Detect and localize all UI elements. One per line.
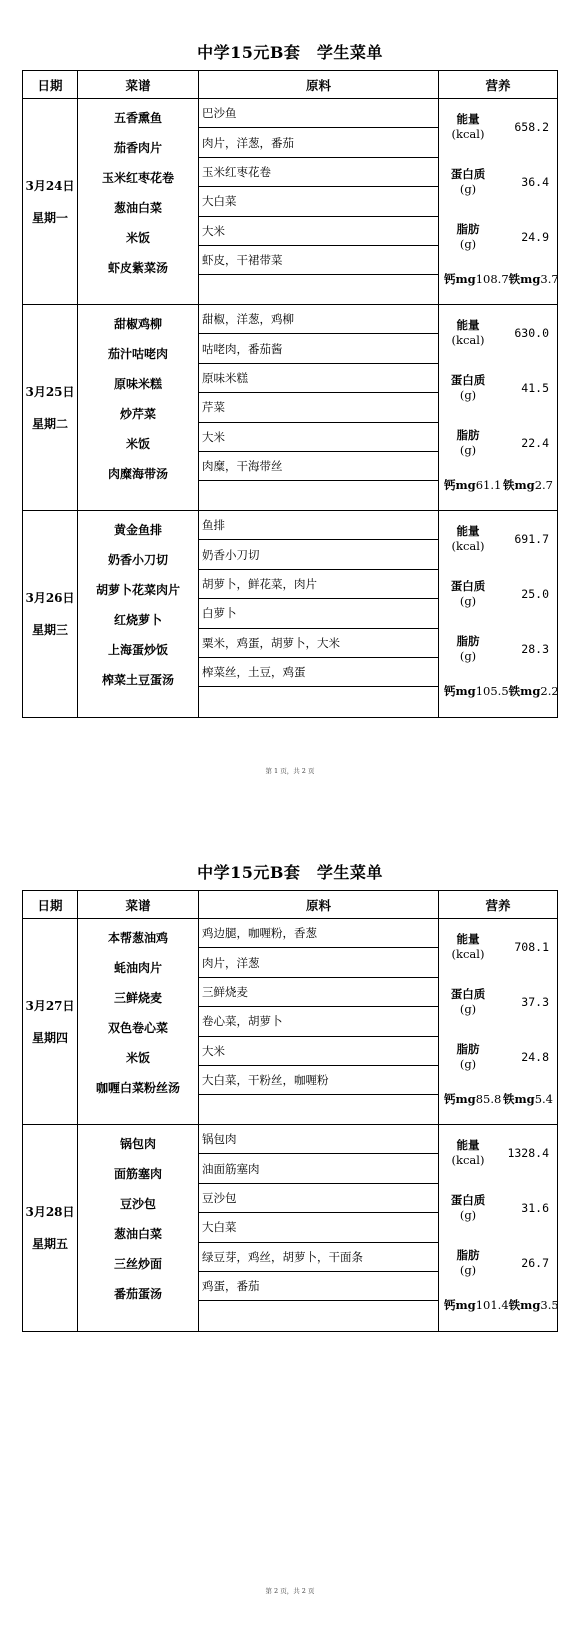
ingredient-line: 巴沙鱼 — [199, 99, 438, 128]
page-title: 中学15元B套 学生菜单 — [197, 863, 383, 882]
nutrition-row-energy — [439, 99, 557, 154]
ingredient-line: 肉片，洋葱 — [199, 948, 438, 977]
nutrition-unit: (g) — [459, 648, 477, 663]
dish-list — [78, 1125, 199, 1331]
ingredient-line: 大米 — [199, 217, 438, 246]
ingredient-line: 芹菜 — [199, 393, 438, 422]
day-block — [23, 511, 557, 717]
nutrition-label: 蛋白质 — [450, 1192, 486, 1207]
mineral-row — [439, 1290, 557, 1320]
iron-label: 铁mg — [508, 272, 541, 286]
dish-name: 上海蛋炒饭 — [107, 642, 168, 657]
ingredient-line: 奶香小刀切 — [199, 540, 438, 569]
calcium-value: 61.1 — [475, 478, 502, 492]
header-nutrition: 营养 — [485, 77, 511, 93]
dish-list — [78, 99, 199, 304]
ingredient-line: 榨菜丝，土豆，鸡蛋 — [199, 658, 438, 687]
menu-page-2 — [0, 820, 580, 1640]
nutrition-row-fat — [439, 209, 557, 264]
ingredient-line — [199, 687, 438, 716]
nutrition-cell — [439, 511, 557, 717]
ingredient-line — [199, 275, 438, 304]
day-block — [23, 305, 557, 511]
dish-name: 五香熏鱼 — [113, 110, 162, 125]
dish-name: 三丝炒面 — [113, 1256, 162, 1271]
nutrition-unit: (kcal) — [451, 126, 485, 141]
ingredient-line: 鸡蛋，番茄 — [199, 1272, 438, 1301]
day-weekday: 星期二 — [31, 416, 68, 431]
ingredient-line: 胡萝卜，鲜花菜，肉片 — [199, 570, 438, 599]
calcium-label: 钙mg — [444, 478, 476, 492]
iron-value: 5.4 — [534, 1092, 553, 1106]
dish-name: 面筋塞肉 — [113, 1166, 162, 1181]
ingredient-line: 虾皮，干裙带菜 — [199, 246, 438, 275]
day-block — [23, 1125, 557, 1331]
nutrition-row-energy — [439, 1125, 557, 1180]
dish-name: 炒芹菜 — [119, 406, 156, 421]
nutrition-cell — [439, 1125, 557, 1331]
ingredient-line: 肉片，洋葱，番茄 — [199, 128, 438, 157]
calcium-value: 105.5 — [475, 684, 509, 698]
nutrition-value-energy: 691.7 — [514, 531, 549, 546]
ingredient-line: 甜椒，洋葱，鸡柳 — [199, 305, 438, 334]
nutrition-value-protein: 41.5 — [521, 380, 549, 395]
day-date: 3月24日 — [25, 178, 75, 193]
nutrition-row-protein — [439, 154, 557, 209]
nutrition-row-fat — [439, 1235, 557, 1290]
ingredient-list — [199, 1125, 439, 1331]
header-menu: 菜谱 — [78, 891, 199, 918]
nutrition-value-fat: 22.4 — [521, 435, 549, 450]
dish-name: 米饭 — [125, 230, 150, 245]
ingredient-list — [199, 919, 439, 1124]
nutrition-label: 脂肪 — [456, 1041, 480, 1056]
dish-name: 茄香肉片 — [113, 140, 162, 155]
mineral-row — [439, 676, 557, 706]
dish-name: 黄金鱼排 — [113, 522, 162, 537]
mineral-row — [439, 470, 557, 500]
nutrition-label: 能量 — [456, 111, 480, 126]
nutrition-unit: (kcal) — [451, 946, 485, 961]
ingredient-line: 大米 — [199, 423, 438, 452]
dish-name: 双色卷心菜 — [107, 1020, 168, 1035]
mineral-row — [439, 1084, 557, 1114]
dish-name: 胡萝卜花菜肉片 — [95, 582, 180, 597]
nutrition-row-fat — [439, 621, 557, 676]
ingredient-line: 大白菜 — [199, 1213, 438, 1242]
ingredient-line: 原味米糕 — [199, 364, 438, 393]
ingredient-line — [199, 1301, 438, 1330]
ingredient-line: 三鲜烧麦 — [199, 978, 438, 1007]
nutrition-value-energy: 708.1 — [514, 939, 549, 954]
page-footer: 第 1 页，共 2 页 — [265, 767, 315, 775]
nutrition-label: 蛋白质 — [450, 578, 486, 593]
nutrition-cell — [439, 99, 557, 304]
page-title: 中学15元B套 学生菜单 — [197, 43, 383, 62]
nutrition-row-protein — [439, 566, 557, 621]
dish-name: 咖喱白菜粉丝汤 — [95, 1080, 180, 1095]
dish-name: 玉米红枣花卷 — [101, 170, 174, 185]
dish-name: 葱油白菜 — [113, 200, 162, 215]
header-date: 日期 — [23, 891, 78, 918]
table-header — [23, 891, 557, 919]
nutrition-label: 能量 — [456, 1137, 480, 1152]
nutrition-label: 蛋白质 — [450, 166, 486, 181]
nutrition-cell — [439, 305, 557, 510]
nutrition-row-fat — [439, 1029, 557, 1084]
day-date-cell — [23, 99, 78, 304]
nutrition-label: 脂肪 — [456, 633, 480, 648]
ingredient-line: 白萝卜 — [199, 599, 438, 628]
header-nutrition: 营养 — [485, 897, 511, 913]
iron-value: 3.7 — [540, 272, 559, 286]
nutrition-unit: (g) — [459, 442, 477, 457]
dish-name: 番茄蛋汤 — [113, 1286, 162, 1301]
day-date: 3月26日 — [25, 591, 75, 605]
day-date: 3月25日 — [25, 384, 75, 399]
nutrition-value-energy: 1328.4 — [507, 1145, 549, 1160]
dish-list — [78, 511, 199, 717]
day-weekday: 星期一 — [31, 210, 68, 225]
dish-name: 甜椒鸡柳 — [113, 316, 162, 331]
header-date: 日期 — [23, 71, 78, 98]
iron-label: 铁mg — [502, 1092, 535, 1106]
ingredient-list — [199, 99, 439, 304]
nutrition-value-protein: 25.0 — [521, 586, 549, 601]
mineral-row — [439, 264, 557, 294]
dish-name: 榨菜土豆蛋汤 — [101, 672, 174, 687]
nutrition-unit: (kcal) — [451, 332, 485, 347]
nutrition-label: 蛋白质 — [450, 372, 486, 387]
dish-name: 豆沙包 — [119, 1196, 156, 1211]
ingredient-line: 肉糜，干海带丝 — [199, 452, 438, 481]
nutrition-value-protein: 31.6 — [521, 1200, 549, 1215]
nutrition-row-energy — [439, 305, 557, 360]
dish-list — [78, 305, 199, 510]
page-footer: 第 2 页，共 2 页 — [265, 1587, 315, 1595]
calcium-label: 钙mg — [444, 1092, 476, 1106]
ingredient-line: 油面筋塞肉 — [199, 1154, 438, 1183]
nutrition-label: 脂肪 — [456, 1247, 480, 1262]
nutrition-unit: (g) — [459, 593, 477, 608]
header-ingredients: 原料 — [199, 71, 439, 98]
ingredient-line: 豆沙包 — [199, 1184, 438, 1213]
nutrition-label: 脂肪 — [456, 427, 480, 442]
nutrition-cell — [439, 919, 557, 1124]
nutrition-label: 能量 — [456, 523, 480, 538]
calcium-label: 钙mg — [444, 272, 476, 286]
day-weekday: 星期四 — [31, 1030, 68, 1045]
nutrition-unit: (g) — [459, 1207, 477, 1222]
day-date: 3月27日 — [25, 998, 75, 1013]
dish-name: 奶香小刀切 — [107, 552, 168, 567]
ingredient-line: 粟米，鸡蛋，胡萝卜，大米 — [199, 629, 438, 658]
dish-name: 原味米糕 — [113, 376, 162, 391]
nutrition-unit: (kcal) — [451, 1152, 485, 1167]
iron-label: 铁mg — [508, 684, 541, 698]
day-weekday: 星期五 — [31, 1237, 68, 1251]
dish-name: 本帮葱油鸡 — [107, 930, 168, 945]
ingredient-line: 咕咾肉，番茄酱 — [199, 334, 438, 363]
ingredient-line: 大米 — [199, 1037, 438, 1066]
ingredient-line: 玉米红枣花卷 — [199, 158, 438, 187]
nutrition-row-protein — [439, 974, 557, 1029]
ingredient-list — [199, 511, 439, 717]
nutrition-unit: (g) — [459, 1056, 477, 1071]
dish-name: 米饭 — [125, 1050, 150, 1065]
iron-label: 铁mg — [502, 478, 535, 492]
header-ingredients: 原料 — [199, 891, 439, 918]
day-block — [23, 99, 557, 305]
nutrition-value-fat: 26.7 — [521, 1255, 549, 1270]
ingredient-line — [199, 481, 438, 510]
nutrition-row-energy — [439, 919, 557, 974]
ingredient-list — [199, 305, 439, 510]
nutrition-label: 能量 — [456, 931, 480, 946]
nutrition-row-energy — [439, 511, 557, 566]
nutrition-row-protein — [439, 360, 557, 415]
nutrition-value-fat: 28.3 — [521, 641, 549, 656]
nutrition-unit: (g) — [459, 236, 477, 251]
nutrition-unit: (g) — [459, 181, 477, 196]
dish-name: 锅包肉 — [119, 1136, 156, 1151]
nutrition-value-fat: 24.8 — [521, 1049, 549, 1064]
iron-value: 2.2 — [540, 684, 559, 698]
nutrition-label: 脂肪 — [456, 221, 480, 236]
day-block — [23, 919, 557, 1125]
calcium-label: 钙mg — [444, 1298, 476, 1312]
calcium-label: 钙mg — [444, 684, 476, 698]
nutrition-unit: (g) — [459, 1001, 477, 1016]
ingredient-line: 大白菜，干粉丝，咖喱粉 — [199, 1066, 438, 1095]
table-header — [23, 71, 557, 99]
nutrition-value-protein: 37.3 — [521, 994, 549, 1009]
menu-table — [22, 70, 558, 718]
header-menu: 菜谱 — [78, 71, 199, 98]
iron-label: 铁mg — [508, 1298, 541, 1312]
nutrition-value-fat: 24.9 — [521, 229, 549, 244]
dish-name: 米饭 — [125, 436, 150, 451]
nutrition-unit: (g) — [459, 387, 477, 402]
iron-value: 2.7 — [534, 478, 553, 492]
nutrition-value-energy: 658.2 — [514, 119, 549, 134]
dish-name: 肉糜海带汤 — [107, 466, 168, 481]
dish-name: 葱油白菜 — [113, 1226, 162, 1241]
ingredient-line: 鱼排 — [199, 511, 438, 540]
calcium-value: 85.8 — [475, 1092, 502, 1106]
nutrition-value-protein: 36.4 — [521, 174, 549, 189]
ingredient-line — [199, 1095, 438, 1124]
menu-table — [22, 890, 558, 1332]
ingredient-line: 大白菜 — [199, 187, 438, 216]
iron-value: 3.5 — [540, 1298, 559, 1312]
ingredient-line: 绿豆芽，鸡丝，胡萝卜，干面条 — [199, 1243, 438, 1272]
dish-list — [78, 919, 199, 1124]
day-date-cell — [23, 305, 78, 510]
ingredient-line: 卷心菜，胡萝卜 — [199, 1007, 438, 1036]
dish-name: 红烧萝卜 — [113, 612, 162, 627]
nutrition-label: 能量 — [456, 317, 480, 332]
nutrition-unit: (kcal) — [451, 538, 485, 553]
nutrition-label: 蛋白质 — [450, 986, 486, 1001]
calcium-value: 101.4 — [475, 1298, 509, 1312]
ingredient-line: 锅包肉 — [199, 1125, 438, 1154]
day-weekday: 星期三 — [31, 623, 68, 637]
nutrition-unit: (g) — [459, 1262, 477, 1277]
day-date-cell — [23, 511, 78, 717]
calcium-value: 108.7 — [475, 272, 509, 286]
ingredient-line: 鸡边腿，咖喱粉，香葱 — [199, 919, 438, 948]
nutrition-value-energy: 630.0 — [514, 325, 549, 340]
day-date-cell — [23, 919, 78, 1124]
dish-name: 茄汁咕咾肉 — [107, 346, 168, 361]
dish-name: 虾皮紫菜汤 — [107, 260, 168, 275]
dish-name: 蚝油肉片 — [113, 960, 162, 975]
day-date-cell — [23, 1125, 78, 1331]
day-date: 3月28日 — [25, 1205, 75, 1219]
nutrition-row-fat — [439, 415, 557, 470]
dish-name: 三鲜烧麦 — [113, 990, 162, 1005]
nutrition-row-protein — [439, 1180, 557, 1235]
